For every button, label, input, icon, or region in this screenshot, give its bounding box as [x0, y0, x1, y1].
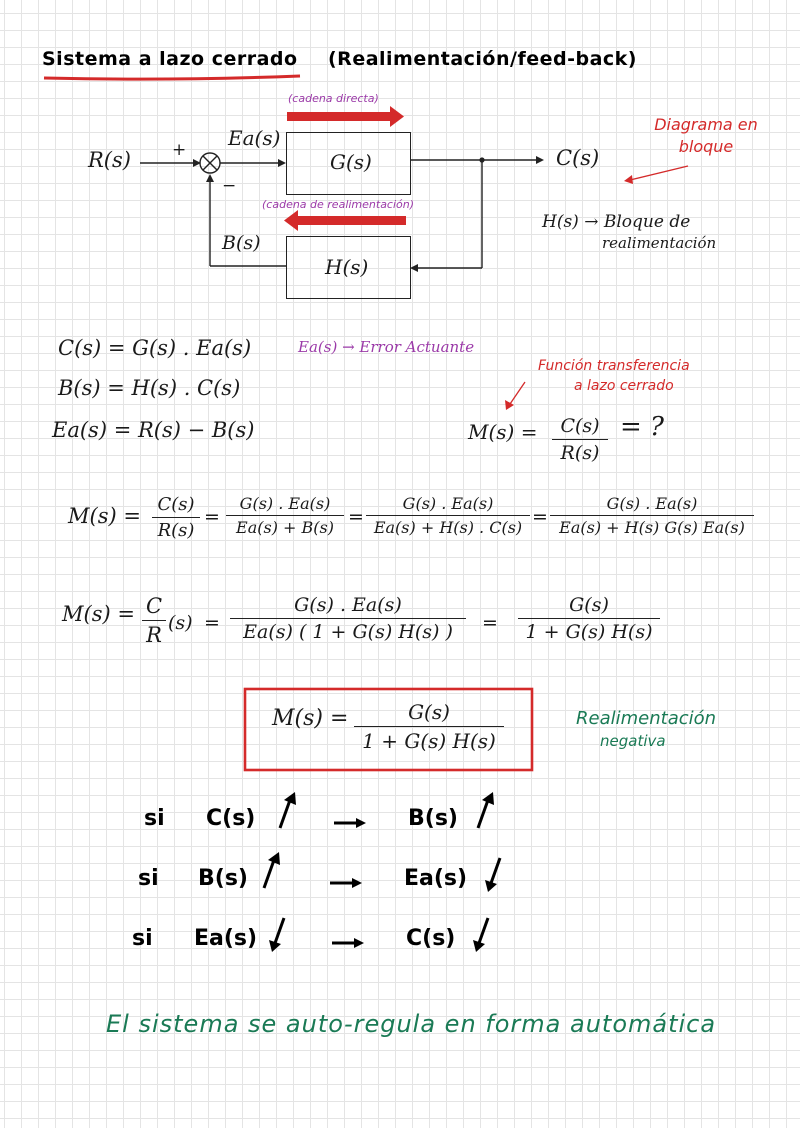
equation-e: Ea(s) = R(s) − B(s)	[52, 418, 255, 442]
m-def-question: = ?	[620, 412, 664, 442]
deriv2-frac3-den: 1 + G(s) H(s)	[525, 621, 653, 643]
deriv1-frac1-den: R(s)	[157, 520, 195, 541]
row-si: si	[132, 926, 153, 951]
feedback-chain-label: (cadena de realimentación)	[262, 198, 415, 211]
feedback-label: B(s)	[222, 232, 261, 254]
increase-arrow-icon	[478, 800, 488, 828]
diagram-note: Diagrama en bloque	[654, 115, 758, 156]
row-si: si	[138, 866, 159, 891]
deriv1-eq3: =	[532, 506, 548, 528]
decrease-arrow-icon	[490, 858, 500, 886]
deriv1-frac3-den: Ea(s) + H(s) . C(s)	[373, 518, 523, 537]
error-note: Ea(s) → Error Actuante	[298, 338, 475, 356]
error-label: Ea(s)	[228, 126, 281, 150]
row-si: si	[144, 806, 165, 831]
page-subtitle: (Realimentación/feed-back)	[328, 48, 637, 70]
g-block-label: G(s)	[330, 150, 372, 174]
deriv1-eq1: =	[204, 506, 220, 528]
output-label: C(s)	[556, 146, 600, 170]
deriv1-frac2-den: Ea(s) + B(s)	[236, 518, 334, 537]
decrease-arrow-icon	[478, 918, 488, 946]
deriv2-eq2: =	[482, 612, 498, 634]
deriv1-lhs: M(s) =	[68, 504, 141, 528]
h-note-line1: H(s) → Bloque de	[542, 212, 691, 232]
h-note-line2: realimentación	[602, 234, 717, 252]
deriv1-frac4-num: G(s) . Ea(s)	[606, 494, 698, 513]
m-def-numerator: C(s)	[560, 415, 600, 437]
result-note-line1: Realimentación	[576, 708, 717, 729]
plus-sign: +	[172, 140, 187, 160]
deriv2-frac1-num: C	[145, 594, 163, 618]
deriv2-frac3-num: G(s)	[569, 594, 609, 616]
deriv1-frac1-num: C(s)	[157, 494, 195, 515]
h-block-label: H(s)	[325, 255, 369, 279]
increase-arrow-icon	[264, 860, 274, 888]
page-title: Sistema a lazo cerrado	[42, 48, 298, 70]
deriv2-s: (s)	[168, 612, 193, 634]
implies-arrow-icon-head	[354, 938, 364, 948]
deriv2-lhs: M(s) =	[62, 602, 135, 626]
input-label: R(s)	[88, 148, 131, 172]
row-cause: Ea(s)	[194, 926, 258, 951]
deriv2-frac2-den: Ea(s) ( 1 + G(s) H(s) )	[243, 621, 453, 643]
equation-c: C(s) = G(s) . Ea(s)	[58, 336, 252, 360]
tf-note-line1: Función transferencia	[538, 358, 690, 374]
implies-arrow-icon-head	[352, 878, 362, 888]
increase-arrow-icon	[280, 800, 290, 828]
direct-chain-label: (cadena directa)	[288, 92, 379, 105]
m-def-denominator: R(s)	[560, 442, 600, 464]
minus-sign: −	[222, 176, 237, 196]
m-def-lhs: M(s) =	[468, 420, 538, 444]
row-cause: C(s)	[206, 806, 256, 831]
deriv1-frac3-num: G(s) . Ea(s)	[402, 494, 494, 513]
row-cause: B(s)	[198, 866, 248, 891]
row-effect: B(s)	[408, 806, 458, 831]
conclusion: El sistema se auto-regula en forma automática	[106, 1010, 717, 1038]
deriv2-frac2-num: G(s) . Ea(s)	[294, 594, 402, 616]
result-lhs: M(s) =	[272, 706, 349, 731]
implies-arrow-icon-head	[356, 818, 366, 828]
tf-note-line2: a lazo cerrado	[574, 378, 674, 394]
result-denominator: 1 + G(s) H(s)	[362, 729, 496, 753]
result-note-line2: negativa	[600, 732, 666, 750]
row-effect: C(s)	[406, 926, 456, 951]
deriv1-frac4-den: Ea(s) + H(s) G(s) Ea(s)	[559, 518, 745, 537]
equation-b: B(s) = H(s) . C(s)	[58, 376, 241, 400]
result-numerator: G(s)	[408, 700, 450, 724]
deriv1-eq2: =	[348, 506, 364, 528]
decrease-arrow-icon	[274, 918, 284, 946]
deriv2-eq1: =	[204, 612, 220, 634]
deriv2-frac1-den: R	[146, 623, 162, 647]
deriv1-frac2-num: G(s) . Ea(s)	[239, 494, 331, 513]
row-effect: Ea(s)	[404, 866, 468, 891]
